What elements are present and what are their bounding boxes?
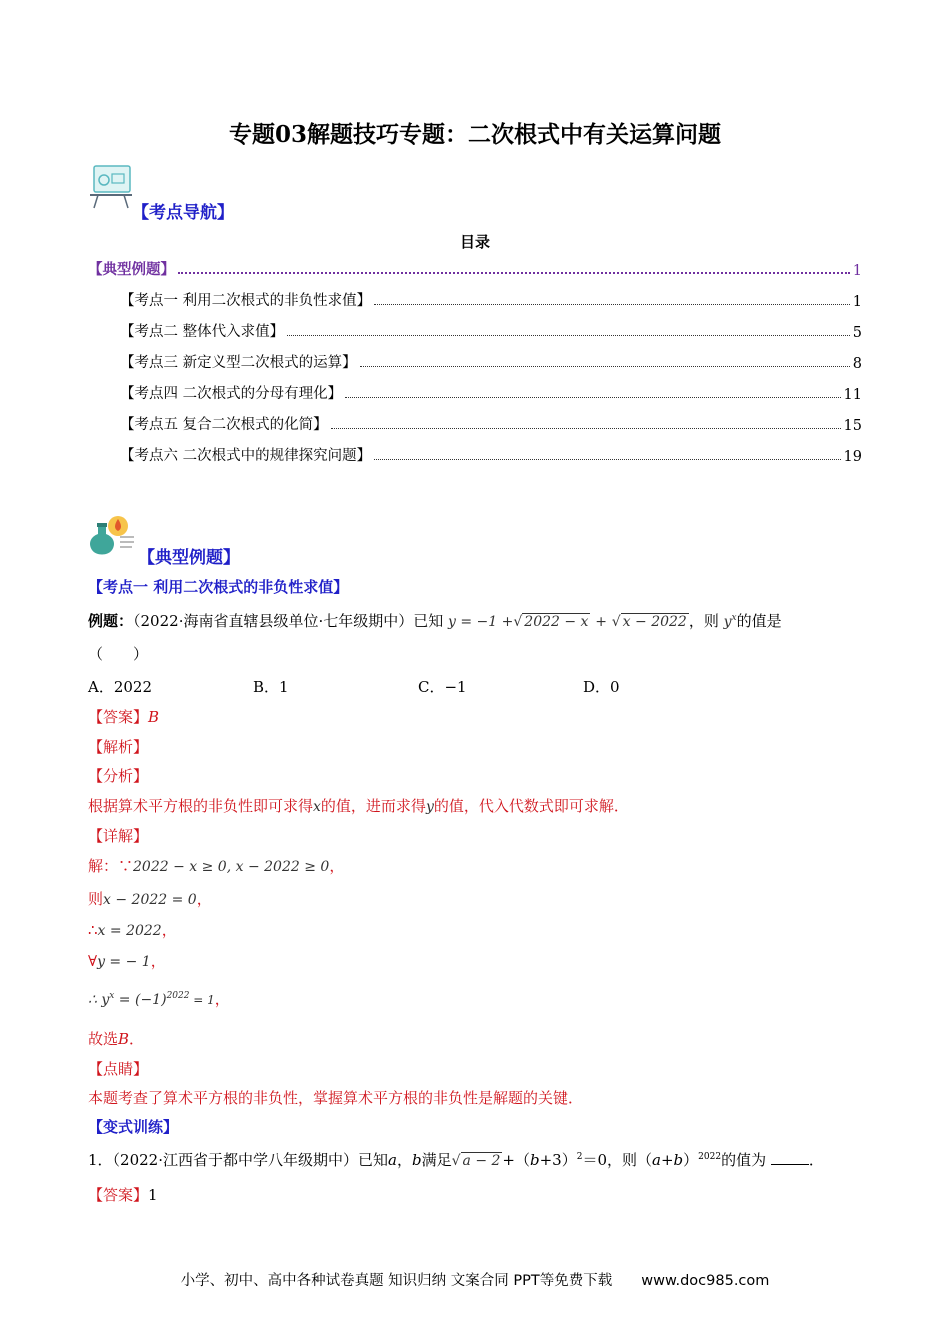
example-source: （2022·海南省直辖县级单位·七年级期中）已知 bbox=[133, 612, 444, 630]
text-then: ，则 bbox=[688, 612, 719, 630]
toc-item-label: 【考点三 新定义型二次根式的运算】 bbox=[120, 355, 357, 371]
toc-item-label: 【考点一 利用二次根式的非负性求值】 bbox=[120, 293, 372, 309]
toc-item-page: 15 bbox=[843, 418, 862, 434]
page-footer: 小学、初中、高中各种试卷真题 知识归纳 文案合同 PPT等免费下载 www.doc985.com bbox=[180, 1273, 770, 1289]
toc-item-main[interactable] bbox=[88, 259, 862, 279]
toc-leader bbox=[178, 272, 850, 274]
toc-leader bbox=[287, 335, 850, 336]
step-text: 故选 bbox=[88, 1030, 119, 1048]
option-c[interactable]: C．−1 bbox=[418, 678, 467, 696]
step-4 bbox=[88, 950, 166, 971]
step-6 bbox=[88, 1028, 144, 1049]
step-math: x − 2022 = 0 bbox=[103, 892, 197, 908]
period: ． bbox=[808, 1151, 824, 1169]
answer-blank[interactable] bbox=[771, 1164, 809, 1165]
text-plus-paren: +（ bbox=[502, 1151, 530, 1169]
comma: ， bbox=[396, 1151, 412, 1169]
toc-item[interactable] bbox=[120, 414, 862, 434]
analysis-part-a: 根据算术平方根的非负性即可求得 bbox=[88, 797, 314, 815]
step-math-mid: = (−1) bbox=[114, 992, 167, 1008]
var-a: a bbox=[388, 1151, 397, 1169]
toc-title: 目录 bbox=[459, 233, 490, 251]
toc-item-page: 19 bbox=[843, 449, 862, 465]
exponent-2022: 2022 bbox=[166, 991, 190, 1001]
example-label: 例题： bbox=[88, 612, 134, 630]
y-var: y bbox=[425, 799, 434, 815]
step-math: y = − 1 bbox=[97, 954, 151, 970]
radical-a-minus-2: a − 2 bbox=[462, 1153, 501, 1169]
x-exponent: x bbox=[109, 991, 115, 1001]
text-satisfy: 满足 bbox=[421, 1151, 452, 1169]
answer-label: 【答案】 bbox=[88, 1186, 149, 1204]
plus-sign: + bbox=[595, 614, 607, 630]
step-punct: ， bbox=[196, 890, 212, 908]
dianjing-label: 【点睛】 bbox=[88, 1060, 149, 1078]
plus-sign: + bbox=[660, 1151, 674, 1169]
answer-label: 【答案】 bbox=[88, 708, 149, 726]
toc-item-label: 【考点二 整体代入求值】 bbox=[120, 324, 285, 340]
step-math: x = 2022 bbox=[97, 923, 162, 939]
step-punct: ， bbox=[329, 857, 345, 875]
step-punct: ． bbox=[129, 1030, 145, 1048]
var-b: b bbox=[529, 1151, 540, 1169]
text-plus-3: +3） bbox=[539, 1151, 577, 1169]
toc-leader bbox=[374, 304, 850, 305]
step-math: ∴ y bbox=[88, 992, 110, 1008]
practice-heading: 【变式训练】 bbox=[88, 1118, 179, 1136]
var-b: b bbox=[673, 1151, 684, 1169]
option-b[interactable]: B．1 bbox=[253, 678, 289, 696]
answer-value: B bbox=[148, 708, 160, 726]
answer-line-2 bbox=[88, 1184, 158, 1205]
toc-item-label: 【考点六 二次根式中的规律探究问题】 bbox=[120, 448, 372, 464]
step-punct: ， bbox=[161, 921, 177, 939]
close-paren: ） bbox=[683, 1151, 699, 1169]
answer-line bbox=[88, 706, 159, 727]
exponent-2022: 2022 bbox=[698, 1152, 722, 1162]
teaching-board-icon bbox=[88, 162, 134, 210]
page-title: 专题03解题技巧专题：二次根式中有关运算问题 bbox=[228, 121, 721, 148]
xiangjie-label: 【详解】 bbox=[88, 827, 149, 845]
answer-value: 1 bbox=[148, 1186, 158, 1204]
section-heading: 【典型例题】 bbox=[138, 548, 240, 568]
toc-item-page: 1 bbox=[852, 294, 862, 310]
toc-item[interactable] bbox=[120, 321, 862, 341]
toc-item-label: 【考点四 二次根式的分母有理化】 bbox=[120, 386, 343, 402]
x-exponent: x bbox=[731, 613, 737, 623]
comment-text: 本题考查了算术平方根的非负性，掌握算术平方根的非负性是解题的关键． bbox=[88, 1089, 584, 1107]
analysis-text bbox=[88, 795, 629, 816]
option-a[interactable]: A．2022 bbox=[88, 678, 153, 696]
toc-item-page: 11 bbox=[843, 387, 862, 403]
step-prefix: ∴ bbox=[88, 921, 98, 939]
step-5 bbox=[88, 988, 230, 1009]
formula-y: y = −1 + bbox=[448, 614, 514, 630]
step-2 bbox=[88, 888, 212, 909]
step-prefix: 则 bbox=[88, 890, 104, 908]
example-question: 例题：（2022·海南省直辖县级单位·七年级期中）已知 y = −1 +√ 2022 − x + √ x − 2022 ，则 $y^x$的值是 bbox=[88, 612, 782, 630]
var-a: a bbox=[652, 1151, 661, 1169]
step-prefix: ∀ bbox=[88, 952, 98, 970]
jiexi-label: 【解析】 bbox=[88, 738, 149, 756]
toc-leader bbox=[360, 366, 850, 367]
step-prefix: 解：∵ bbox=[88, 857, 134, 875]
step-math: 2022 − x ≥ 0, x − 2022 ≥ 0 bbox=[133, 859, 330, 875]
toc-item-label: 【典型例题】 bbox=[88, 261, 175, 278]
toc-item[interactable] bbox=[120, 352, 862, 372]
step-1 bbox=[88, 855, 344, 876]
choice-b: B bbox=[118, 1030, 130, 1048]
question-number: 1． bbox=[88, 1151, 113, 1169]
toc-item[interactable] bbox=[120, 290, 862, 310]
toc-item-label: 【考点五 复合二次根式的化简】 bbox=[120, 417, 328, 433]
option-d[interactable]: D．0 bbox=[583, 678, 620, 696]
text-equals-zero: ＝0，则（ bbox=[582, 1151, 652, 1169]
flask-icon bbox=[88, 512, 136, 558]
toc-item[interactable] bbox=[120, 445, 862, 465]
analysis-part-c: 的值，代入代数式即可求解． bbox=[433, 797, 629, 815]
nav-heading: 【考点导航】 bbox=[132, 203, 234, 223]
toc-leader bbox=[331, 428, 841, 429]
analysis-part-b: 的值，进而求得 bbox=[320, 797, 426, 815]
fenxi-label: 【分析】 bbox=[88, 767, 149, 785]
toc-leader bbox=[345, 397, 840, 398]
x-var: x bbox=[313, 799, 321, 815]
step-3 bbox=[88, 919, 177, 940]
toc-leader bbox=[374, 459, 840, 460]
var-b: b bbox=[411, 1151, 422, 1169]
topic-heading: 【考点一 利用二次根式的非负性求值】 bbox=[88, 578, 349, 596]
step-punct: ， bbox=[150, 952, 166, 970]
toc-item-page: 1 bbox=[852, 263, 862, 279]
radical-2: x − 2022 bbox=[622, 614, 687, 630]
step-punct: ， bbox=[214, 990, 230, 1008]
exponent-2: 2 bbox=[576, 1152, 583, 1162]
text-value-is: 的值为 bbox=[721, 1151, 767, 1169]
toc-item-page: 8 bbox=[852, 356, 862, 372]
answer-paren: （ ） bbox=[88, 645, 149, 663]
text-value-is: 的值是 bbox=[736, 612, 782, 630]
step-math-end: = 1 bbox=[189, 993, 215, 1007]
radical-1: 2022 − x bbox=[524, 614, 589, 630]
toc-item[interactable] bbox=[120, 383, 862, 403]
question-1: 1．（2022·江西省于都中学八年级期中）已知a，b满足√ $a - 2 +(b+3)^2=0$，则$(a+b)^{2022}$的值为 ． bbox=[88, 1151, 824, 1169]
y-var: y bbox=[723, 614, 732, 630]
question-source: （2022·江西省于都中学八年级期中）已知 bbox=[112, 1151, 388, 1169]
toc-item-page: 5 bbox=[852, 325, 862, 341]
